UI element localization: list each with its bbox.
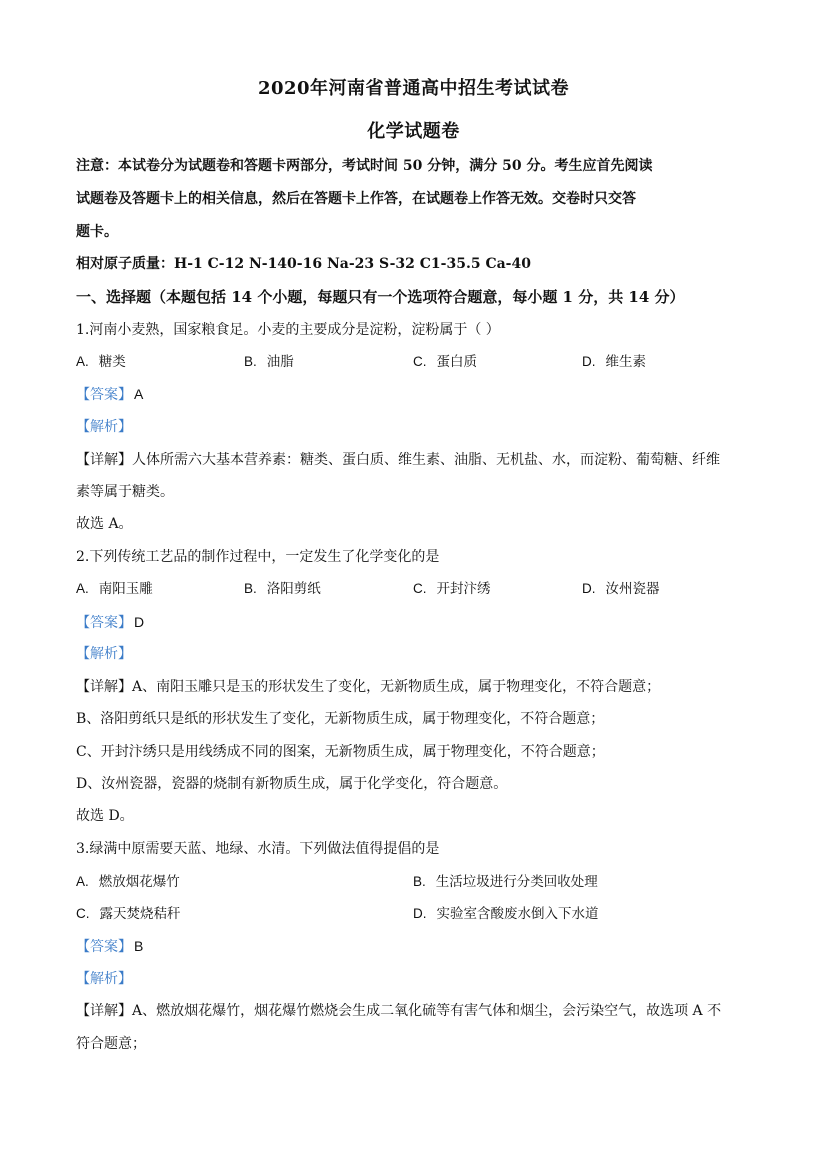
q2-detail-line-1: 【详解】A、南阳玉雕只是玉的形状发生了变化，无新物质生成，属于物理变化，不符合题意； — [76, 679, 661, 695]
q1-option-c-letter: C. — [413, 354, 427, 369]
q1-option-a — [76, 352, 126, 372]
page-title: 2020年河南省普通高中招生考试试卷 — [257, 78, 570, 99]
atomic-mass-line: 相对原子质量：H-1 C-12 N-140-16 Na-23 S-32 C1-35.5 Ca-40 — [76, 256, 531, 272]
q2-detail-line-4: D、汝州瓷器，瓷器的烧制有新物质生成，属于化学变化，符合题意。 — [76, 776, 508, 792]
q2-analysis-tag: 【解析】 — [76, 646, 132, 662]
q1-answer-value: A — [134, 386, 144, 402]
q2-option-a — [76, 579, 153, 599]
q3-option-c — [76, 904, 181, 924]
q2-answer — [76, 612, 144, 633]
q1-option-d-letter: D. — [582, 354, 596, 369]
q1-option-b-letter: B. — [244, 354, 257, 369]
q1-stem: 1.河南小麦熟，国家粮食足。小麦的主要成分是淀粉，淀粉属于（ ） — [76, 322, 500, 338]
q3-option-d-text: 实验室含酸废水倒入下水道 — [436, 906, 599, 922]
section-heading: 一、选择题（本题包括 14 个小题，每题只有一个选项符合题意，每小题 1 分，共 14 分） — [76, 288, 685, 306]
q3-option-a — [76, 872, 180, 892]
q1-option-d-text: 维生素 — [605, 354, 646, 370]
q1-option-b-text: 油脂 — [266, 354, 294, 370]
q1-option-b — [244, 352, 294, 372]
notice-line-3: 题卡。 — [76, 224, 118, 240]
q2-detail-line-2: B、洛阳剪纸只是纸的形状发生了变化，无新物质生成，属于物理变化，不符合题意； — [76, 711, 605, 727]
q3-option-a-text: 燃放烟花爆竹 — [98, 874, 180, 890]
q1-option-a-text: 糖类 — [98, 354, 126, 370]
q2-option-b — [244, 579, 321, 599]
q2-option-a-text: 南阳玉雕 — [98, 581, 153, 597]
q1-detail-line-2: 素等属于糖类。 — [76, 484, 174, 500]
page-subtitle: 化学试题卷 — [367, 121, 460, 142]
q3-option-d-letter: D. — [413, 906, 427, 921]
q3-option-c-letter: C. — [76, 906, 90, 921]
q2-option-c-letter: C. — [413, 581, 427, 596]
q2-option-a-letter: A. — [76, 581, 89, 596]
q2-option-c-text: 开封汴绣 — [436, 581, 491, 597]
q2-stem: 2.下列传统工艺品的制作过程中，一定发生了化学变化的是 — [76, 549, 440, 565]
q2-detail-line-3: C、开封汴绣只是用线绣成不同的图案，无新物质生成，属于物理变化，不符合题意； — [76, 744, 605, 760]
q3-stem: 3.绿满中原需要天蓝、地绿、水清。下列做法值得提倡的是 — [76, 841, 440, 857]
q3-answer — [76, 936, 143, 957]
q3-option-d — [413, 904, 599, 924]
q3-option-c-text: 露天焚烧秸秆 — [99, 906, 181, 922]
q3-option-b-letter: B. — [413, 874, 426, 889]
q3-detail-line-2: 符合题意； — [76, 1036, 146, 1052]
q2-option-c — [413, 579, 491, 599]
q1-option-c-text: 蛋白质 — [436, 354, 477, 370]
q2-option-d-letter: D. — [582, 581, 596, 596]
q3-answer-tag: 【答案】 — [76, 939, 132, 955]
q3-option-a-letter: A. — [76, 874, 89, 889]
q1-conclusion: 故选 A。 — [76, 516, 133, 532]
q2-answer-tag: 【答案】 — [76, 615, 132, 631]
q2-option-d-text: 汝州瓷器 — [605, 581, 660, 597]
q3-option-b — [413, 872, 598, 892]
q1-answer — [76, 384, 143, 405]
notice-line-2: 试题卷及答题卡上的相关信息，然后在答题卡上作答，在试题卷上作答无效。交卷时只交答 — [76, 191, 636, 207]
q1-detail-line-1: 【详解】人体所需六大基本营养素：糖类、蛋白质、维生素、油脂、无机盐、水，而淀粉、葡萄糖、纤维 — [76, 452, 720, 468]
q2-option-b-letter: B. — [244, 581, 257, 596]
notice-line-1: 注意：本试卷分为试题卷和答题卡两部分，考试时间 50 分钟，满分 50 分。考生应首先阅读 — [76, 158, 653, 174]
q2-answer-value: D — [134, 614, 145, 630]
q3-option-b-text: 生活垃圾进行分类回收处理 — [435, 874, 598, 890]
q2-conclusion: 故选 D。 — [76, 808, 134, 824]
q1-option-c — [413, 352, 477, 372]
q1-option-d — [582, 352, 646, 372]
q2-option-d — [582, 579, 660, 599]
q1-answer-tag: 【答案】 — [76, 387, 132, 403]
q3-answer-value: B — [134, 938, 144, 954]
q3-detail-line-1: 【详解】A、燃放烟花爆竹，烟花爆竹燃烧会生成二氧化硫等有害气体和烟尘，会污染空气，故选项 A 不 — [76, 1003, 722, 1019]
q2-option-b-text: 洛阳剪纸 — [266, 581, 321, 597]
q1-analysis-tag: 【解析】 — [76, 419, 132, 435]
q1-option-a-letter: A. — [76, 354, 89, 369]
q3-analysis-tag: 【解析】 — [76, 971, 132, 987]
